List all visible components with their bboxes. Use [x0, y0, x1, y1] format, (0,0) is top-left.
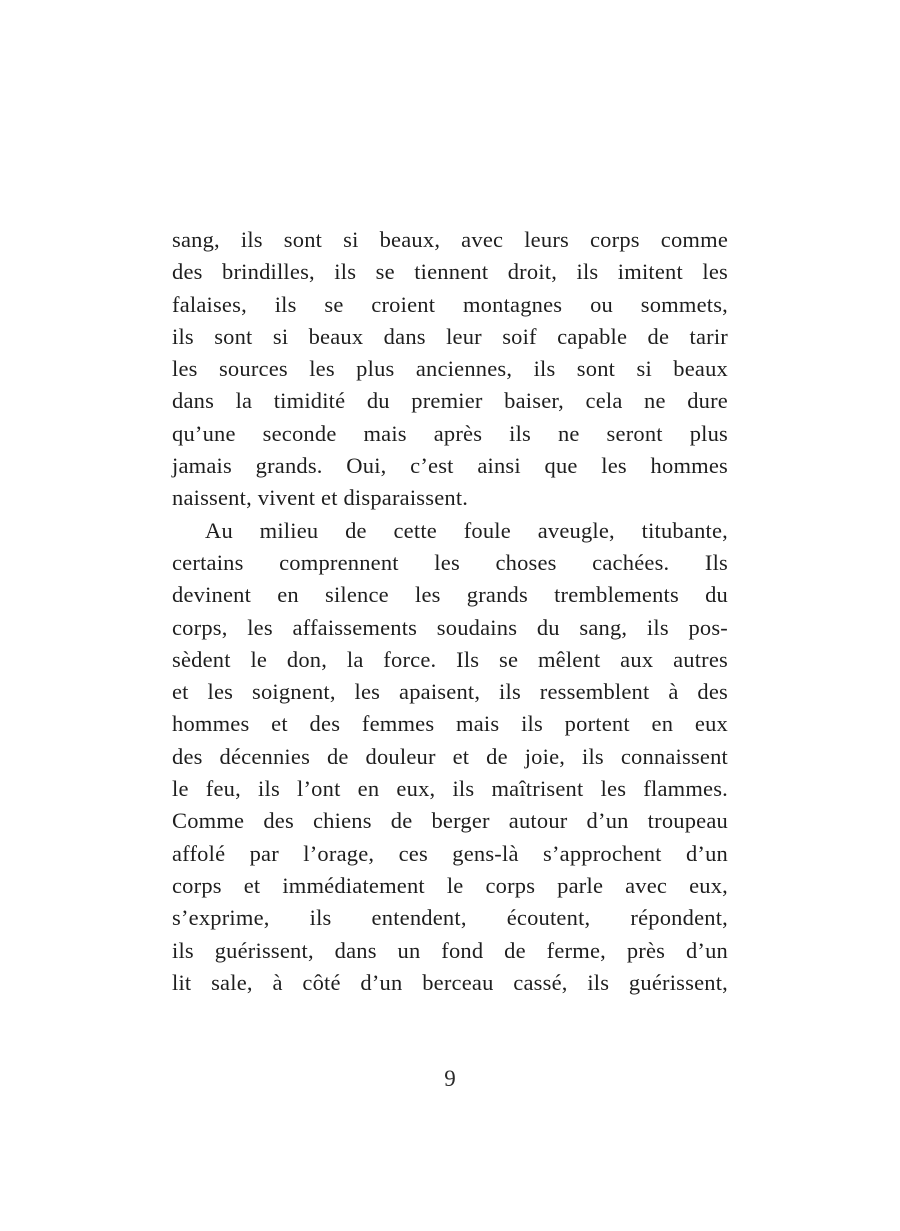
- text-line: hommes et des femmes mais ils portent en eux: [172, 711, 728, 737]
- text-line: naissent, vivent et disparaissent.: [172, 485, 469, 511]
- text-line: des brindilles, ils se tiennent droit, ils imitent les: [172, 259, 728, 285]
- text-line: corps et immédiatement le corps parle avec eux,: [172, 872, 728, 898]
- text-line: et les soignent, les apaisent, ils ressemblent à des: [172, 679, 728, 705]
- text-line: falaises, ils se croient montagnes ou sommets,: [172, 291, 728, 317]
- text-line: des décennies de douleur et de joie, ils connaissent: [172, 743, 728, 769]
- text-line: Comme des chiens de berger autour d’un troupeau: [172, 808, 728, 834]
- text-line: sèdent le don, la force. Ils se mêlent aux autres: [172, 646, 728, 672]
- text-line: ils guérissent, dans un fond de ferme, près d’un: [172, 937, 728, 963]
- page-number: 9: [444, 1066, 456, 1091]
- text-line: Au milieu de cette foule aveugle, titubante,: [205, 517, 728, 543]
- text-line: le feu, ils l’ont en eux, ils maîtrisent les flammes.: [172, 776, 728, 802]
- text-line: jamais grands. Oui, c’est ainsi que les hommes: [172, 453, 728, 479]
- text-line: sang, ils sont si beaux, avec leurs corps comme: [172, 227, 728, 252]
- text-line: corps, les affaissements soudains du sang, ils pos-: [172, 614, 728, 640]
- text-line: dans la timidité du premier baiser, cela ne dure: [172, 388, 728, 414]
- text-line: qu’une seconde mais après ils ne seront plus: [172, 420, 728, 446]
- text-line: devinent en silence les grands tremblements du: [172, 582, 728, 608]
- text-line: les sources les plus anciennes, ils sont si beaux: [172, 356, 728, 382]
- text-line: lit sale, à côté d’un berceau cassé, ils guérissent,: [172, 969, 728, 995]
- text-line: affolé par l’orage, ces gens-là s’approchent d’un: [172, 840, 728, 866]
- text-line: s’exprime, ils entendent, écoutent, répondent,: [172, 905, 728, 931]
- body-text: [172, 224, 728, 999]
- text-line: ils sont si beaux dans leur soif capable de tarir: [172, 323, 728, 349]
- text-line: certains comprennent les choses cachées. Ils: [172, 549, 728, 575]
